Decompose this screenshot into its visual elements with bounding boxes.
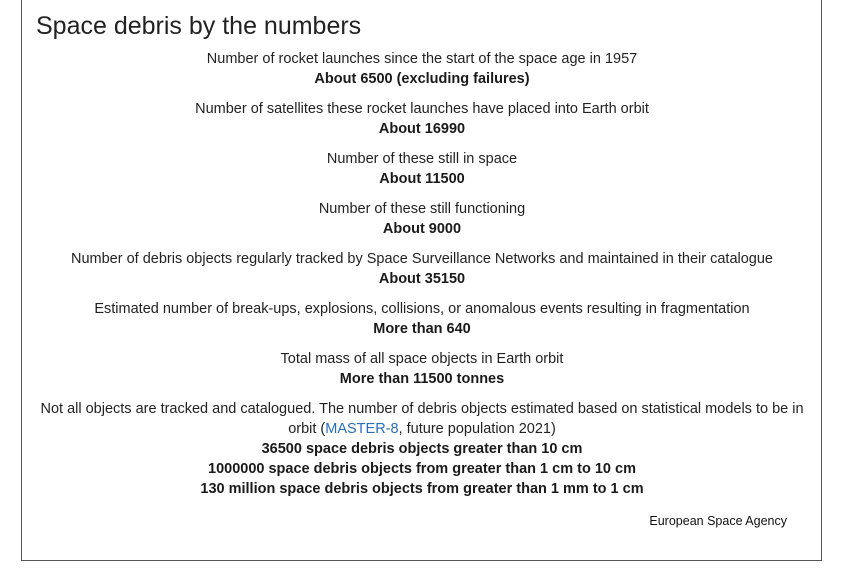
- note-text: [22, 399, 822, 439]
- stat-value: About 9000: [382, 221, 462, 237]
- stat-value: About 11500: [379, 171, 465, 187]
- stat-label: Number of these still functioning: [318, 201, 526, 217]
- stat-value: About 16990: [378, 121, 466, 137]
- stat-label: Number of these still in space: [326, 151, 518, 167]
- estimate-value-large: 36500 space debris objects greater than 10 cm: [261, 441, 583, 457]
- stat-still-functioning: [22, 199, 822, 239]
- stats-list: [22, 49, 822, 499]
- note-text-before: Not all objects are tracked and catalogued. The number of debris objects estimated based on statistical models to be in orbit (: [40, 401, 804, 437]
- stat-label: Total mass of all space objects in Earth orbit: [280, 351, 564, 367]
- stat-tracked-debris: [22, 249, 822, 289]
- stat-label: Number of debris objects regularly tracked by Space Surveillance Networks and maintained in their catalogue: [70, 251, 773, 267]
- stat-value: More than 11500 tonnes: [339, 371, 505, 387]
- stat-label: Number of rocket launches since the start of the space age in 1957: [206, 51, 638, 67]
- page-title: Space debris by the numbers: [36, 12, 362, 40]
- stat-satellites-placed: [22, 99, 822, 139]
- estimate-value-small: 130 million space debris objects from greater than 1 mm to 1 cm: [200, 481, 644, 497]
- estimate-value-medium: 1000000 space debris objects from greater than 1 cm to 10 cm: [208, 461, 636, 477]
- stat-total-mass: [22, 349, 822, 389]
- stat-value: About 6500 (excluding failures): [314, 71, 530, 87]
- master-8-link[interactable]: MASTER-8: [325, 421, 399, 437]
- estimate-values: [22, 439, 822, 499]
- estimate-note: [22, 399, 822, 499]
- stat-fragmentation-events: [22, 299, 822, 339]
- stat-value: More than 640: [373, 321, 471, 337]
- stat-label: Number of satellites these rocket launches have placed into Earth orbit: [195, 101, 649, 117]
- stat-label: Estimated number of break-ups, explosions, collisions, or anomalous events resulting in fragmentation: [94, 301, 750, 317]
- stat-value: About 35150: [378, 271, 466, 287]
- stat-rocket-launches: [22, 49, 822, 89]
- note-text-after: , future population 2021): [398, 421, 556, 437]
- stat-still-in-space: [22, 149, 822, 189]
- source-credit: European Space Agency: [649, 514, 787, 528]
